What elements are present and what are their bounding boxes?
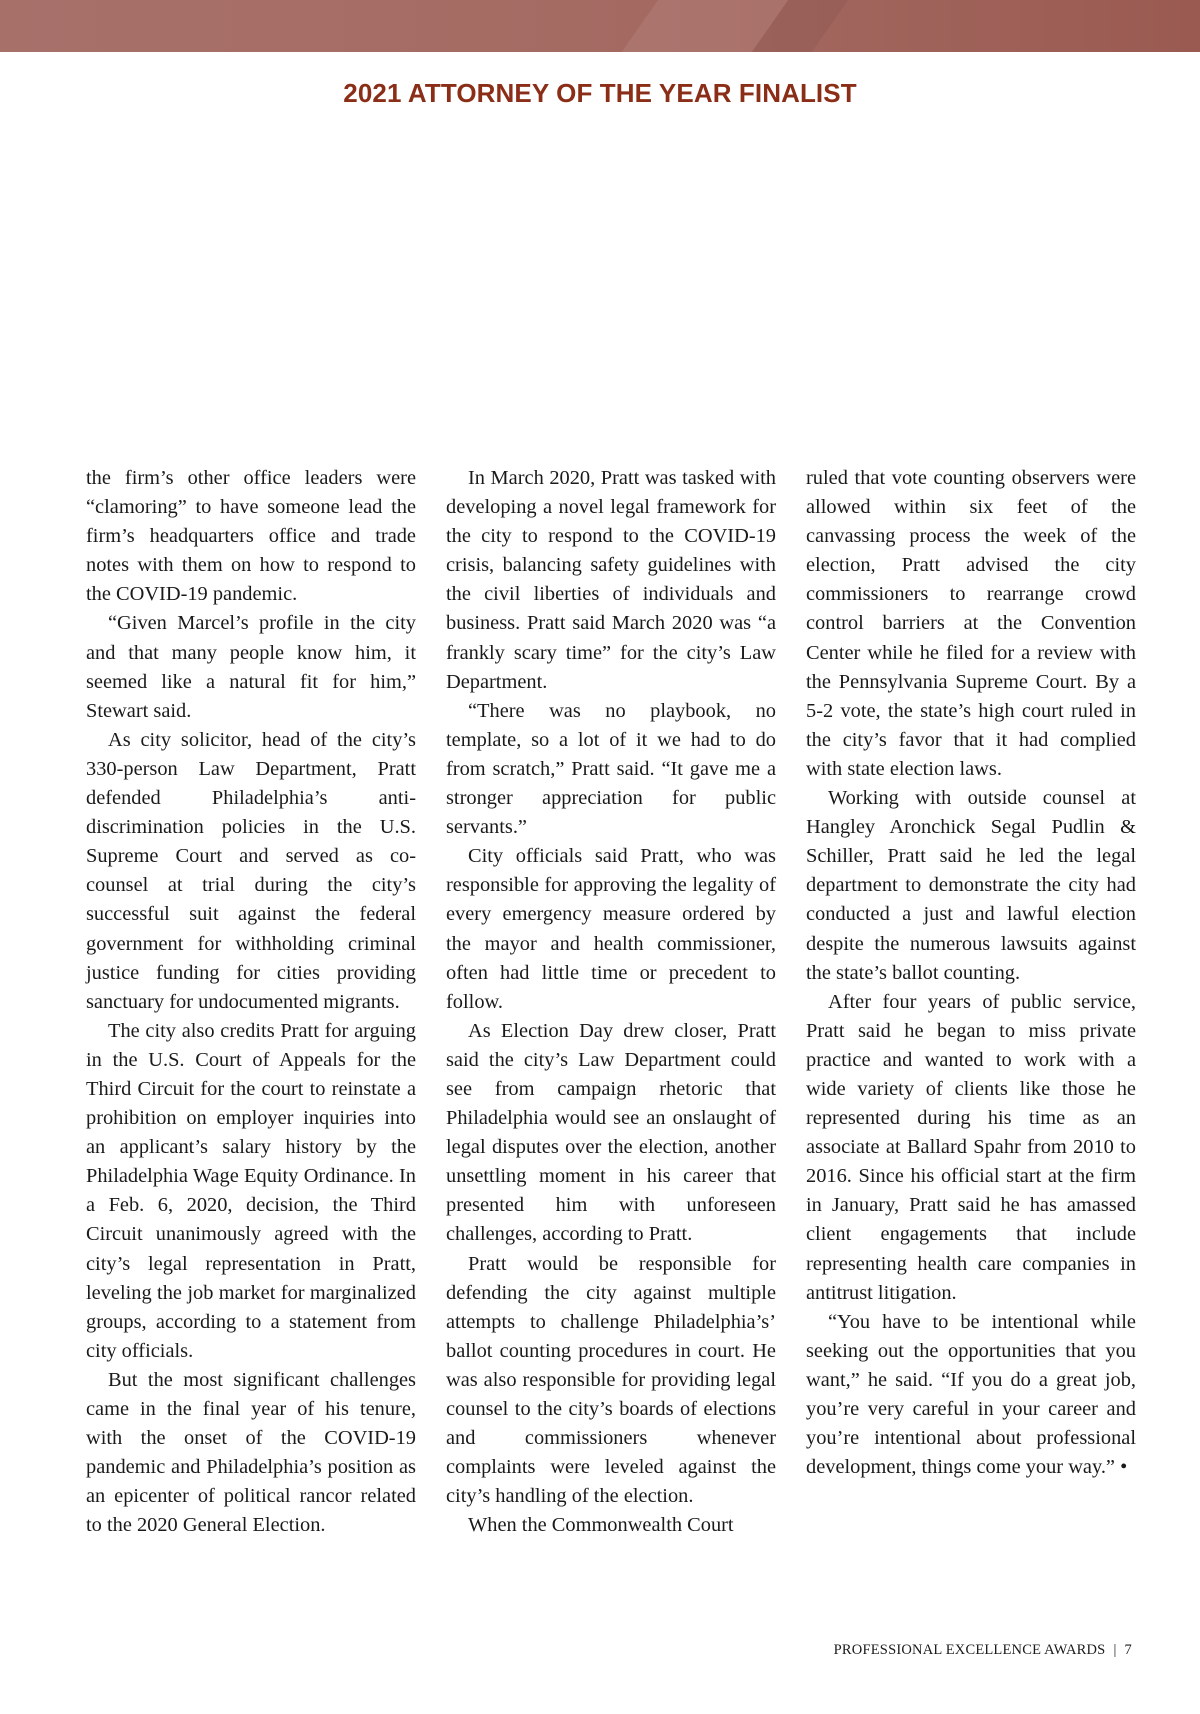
paragraph: Pratt would be responsible for defending the city against multiple attempts to challenge Philadelphia’s’ ballot counting procedures in court. He was also responsible for providing legal counsel to the city’s boards of elections and commissioners whenever complaints were leveled against the city’s handling of the election. bbox=[446, 1252, 776, 1508]
paragraph: As Election Day drew closer, Pratt said the city’s Law Department could see from campaign rhetoric that Philadelphia would see an onslaught of legal disputes over the election, another unsettling moment in his career that presented him with unforeseen challenges, according to Pratt. bbox=[446, 1019, 776, 1246]
paragraph: “You have to be intentional while seeking out the opportunities that you want,” he said. “If you do a great job, you’re very careful in your career and you’re intentional about professional development, things come your way.” • bbox=[806, 1310, 1136, 1479]
paragraph: ruled that vote counting observers were allowed within six feet of the canvassing process the week of the election, Pratt advised the city commissioners to rearrange crowd control barriers at the Convention Center while he filed for a review with the Pennsylvania Supreme Court. By a 5-2 vote, the state’s high court ruled in the city’s favor that it had complied with state election laws. bbox=[806, 467, 1136, 780]
page-number: 7 bbox=[1124, 1642, 1132, 1658]
article-column-1 bbox=[86, 464, 416, 1614]
paragraph: The city also credits Pratt for arguing in the U.S. Court of Appeals for the Third Circuit for the court to reinstate a prohibition on employer inquiries into an applicant’s salary history by the Philadelphia Wage Equity Ordinance. In a Feb. 6, 2020, decision, the Third Circuit unanimously agreed with the city’s legal representation in Pratt, leveling the job market for marginalized groups, according to a statement from city officials. bbox=[86, 1019, 416, 1362]
article-column-3 bbox=[806, 464, 1136, 1614]
article-body bbox=[86, 464, 1136, 1614]
paragraph: As city solicitor, head of the city’s 330-person Law Department, Pratt defended Philadelphia’s anti-discrimination policies in the U.S. Supreme Court and served as co-counsel at trial during the city’s successful suit against the federal government for withholding criminal justice funding for cities providing sanctuary for undocumented migrants. bbox=[86, 728, 416, 1013]
page-footer bbox=[834, 1642, 1132, 1659]
top-decorative-band bbox=[0, 0, 1200, 52]
paragraph: the firm’s other office leaders were “clamoring” to have someone lead the firm’s headquarters office and trade notes with them on how to respond to the COVID-19 pandemic. bbox=[86, 467, 416, 606]
paragraph: “Given Marcel’s profile in the city and that many people know him, it seemed like a natural fit for him,” Stewart said. bbox=[86, 612, 416, 722]
footer-separator: | bbox=[1113, 1642, 1117, 1658]
paragraph: When the Commonwealth Court bbox=[468, 1514, 734, 1537]
paragraph: “There was no playbook, no template, so a lot of it we had to do from scratch,” Pratt said. “It gave me a stronger appreciation for public servants.” bbox=[446, 699, 776, 839]
paragraph: City officials said Pratt, who was responsible for approving the legality of every emergency measure ordered by the mayor and health commissioner, often had little time or precedent to follow. bbox=[446, 845, 776, 1013]
paragraph: In March 2020, Pratt was tasked with developing a novel legal framework for the city to respond to the COVID-19 crisis, balancing safety guidelines with the civil liberties of individuals and business. Pratt said March 2020 was “a frankly scary time” for the city’s Law Department. bbox=[446, 467, 776, 693]
footer-section-name: PROFESSIONAL EXCELLENCE AWARDS bbox=[833, 1642, 1106, 1658]
paragraph: Working with outside counsel at Hangley Aronchick Segal Pudlin & Schiller, Pratt said he led the legal department to demonstrate the city had conducted a just and lawful election despite the numerous lawsuits against the state’s ballot counting. bbox=[806, 787, 1136, 984]
blank-image-area bbox=[86, 130, 1136, 450]
paragraph: But the most significant challenges came in the final year of his tenure, with the onset of the COVID-19 pandemic and Philadelphia’s position as an epicenter of political rancor related to the 2020 General Election. bbox=[86, 1368, 416, 1537]
article-column-2 bbox=[446, 464, 776, 1614]
page-heading: 2021 ATTORNEY OF THE YEAR FINALIST bbox=[343, 78, 857, 108]
paragraph: After four years of public service, Pratt said he began to miss private practice and wanted to work with a wide variety of clients like those he represented during his time as an associate at Ballard Spahr from 2010 to 2016. Since his official start at the firm in January, Pratt said he has amassed client engagements that include representing health care companies in antitrust litigation. bbox=[806, 990, 1136, 1304]
